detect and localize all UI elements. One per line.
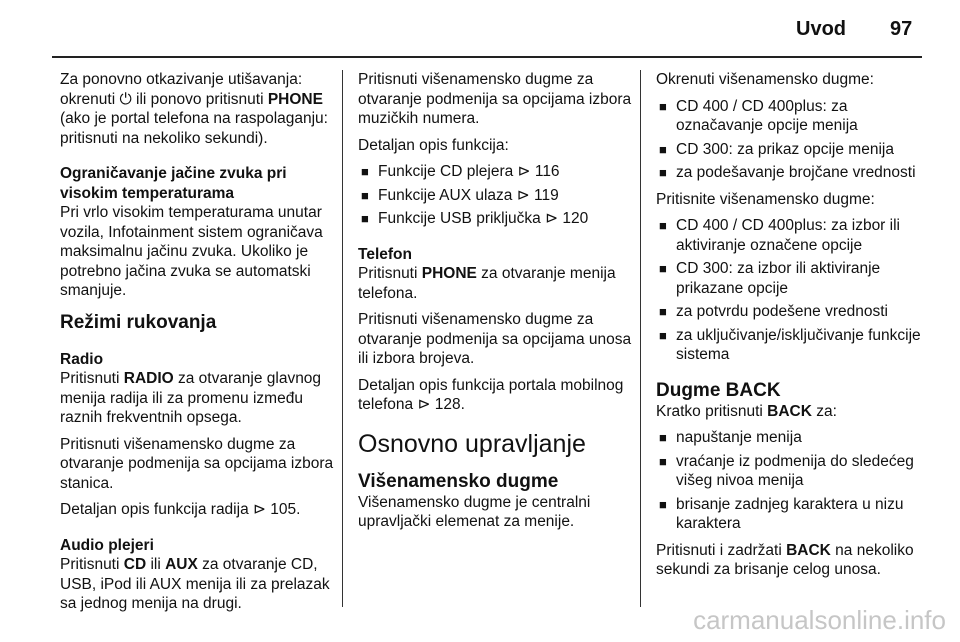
aux-key-label: AUX [165, 556, 198, 573]
back-hold-paragraph: Pritisnuti i zadržati BACK na nekoliko sekundi za brisanje celog unosa. [656, 541, 914, 578]
list-item: ■ vraćanje iz podmenija do sledećeg višeg nivoa menija [656, 452, 936, 491]
radio-paragraph-2: Pritisnuti višenamensko dugme za otvaranje podmenija sa opcijama izbora stanica. [60, 435, 334, 492]
back-button-heading: Dugme BACK [656, 379, 781, 401]
list-item: ■ Funkcije USB priključka ⊳ 120 [358, 209, 632, 229]
turn-list [656, 97, 936, 183]
list-item: ■ Funkcije AUX ulaza ⊳ 119 [358, 186, 632, 206]
phone-heading: Telefon [358, 245, 412, 263]
tracks-paragraph: Pritisnuti višenamensko dugme za otvaranje podmenija sa opcijama izbora muzičkih numera. [358, 71, 632, 127]
column-2 [358, 70, 632, 539]
functions-list [358, 162, 632, 229]
column-3 [656, 70, 936, 587]
phone-key-label: PHONE [421, 265, 477, 282]
radio-reference: Detaljan opis funkcija radija ⊳ 105. [60, 501, 301, 518]
phone-paragraph-2: Pritisnuti višenamensko dugme za otvaranje podmenija sa opcijama unosa ili izbora brojeva. [358, 311, 632, 367]
cd-key-label: CD [123, 556, 147, 573]
page-number: 97 [890, 18, 913, 40]
back-key-label: BACK [786, 541, 831, 559]
basic-operation-heading: Osnovno upravljanje [358, 429, 586, 458]
page-header [0, 0, 960, 56]
phone-key-label: PHONE [267, 90, 323, 108]
back-short-press: Kratko pritisnuti BACK za: [656, 402, 837, 420]
temperature-heading: Ograničavanje jačine zvuka pri visokim temperaturama [60, 165, 287, 202]
header-rule [52, 56, 922, 58]
press-intro: Pritisnite višenamensko dugme: [656, 190, 875, 208]
column-divider [640, 70, 641, 607]
back-list [656, 428, 936, 534]
list-item: ■ za podešavanje brojčane vrednosti [656, 163, 936, 183]
temperature-paragraph: Pri vrlo visokim temperaturama unutar vozila, Infotainment sistem ograničava maksimalnu jačinu zvuka. Ukoliko je potrebno jačina zvuka se automatski smanjuje. [60, 204, 323, 299]
radio-heading: Radio [60, 350, 104, 368]
list-item: ■ napuštanje menija [656, 428, 936, 448]
audio-players-paragraph: Pritisnuti CD ili AUX za otvaranje CD, USB, iPod ili AUX menija ili za prelazak sa jednog menija na drugi. [60, 556, 330, 612]
operation-modes-heading: Režimi rukovanja [60, 311, 217, 333]
list-item: ■ CD 400 / CD 400plus: za izbor ili aktiviranje označene opcije [656, 216, 936, 255]
list-item: ■ CD 300: za izbor ili aktiviranje prikazane opcije [656, 259, 936, 298]
phone-reference: Detaljan opis funkcija portala mobilnog telefona ⊳ 128. [358, 376, 624, 413]
chapter-title: Uvod [796, 18, 846, 40]
back-key-label: BACK [767, 402, 812, 420]
column-divider [342, 70, 343, 607]
list-item: ■ CD 300: za prikaz opcije menija [656, 140, 936, 160]
list-item: ■ Funkcije CD plejera ⊳ 116 [358, 162, 632, 182]
phone-paragraph-1: Pritisnuti PHONE za otvaranje menija telefona. [358, 265, 616, 302]
audio-players-heading: Audio plejeri [60, 536, 154, 554]
radio-paragraph-1: Pritisnuti RADIO za otvaranje glavnog menija radija ili za promenu između raznih frekventnih opsega. [60, 370, 322, 426]
column-1 [60, 70, 336, 621]
mute-cancel-paragraph: Za ponovno otkazivanje utišavanja: okrenuti ⏻ ili ponovo pritisnuti PHONE (ako je portal telefona na raspolaganju: pritisnuti na nekoliko sekundi). [60, 71, 328, 147]
list-item: ■ za potvrdu podešene vrednosti [656, 302, 936, 322]
radio-key-label: RADIO [123, 370, 174, 387]
list-item: ■ brisanje zadnjeg karaktera u nizu karaktera [656, 495, 936, 534]
turn-intro: Okrenuti višenamensko dugme: [656, 71, 874, 88]
functions-intro: Detaljan opis funkcija: [358, 136, 509, 154]
list-item: ■ CD 400 / CD 400plus: za označavanje opcije menija [656, 97, 936, 136]
list-item: ■ za uključivanje/isključivanje funkcije sistema [656, 326, 936, 365]
press-list [656, 216, 936, 365]
watermark: carmanualsonline.info [693, 605, 946, 635]
multifunction-knob-heading: Višenamensko dugme [358, 470, 559, 492]
multifunction-knob-paragraph: Višenamensko dugme je centralni upravljački elemenat za menije. [358, 493, 591, 530]
